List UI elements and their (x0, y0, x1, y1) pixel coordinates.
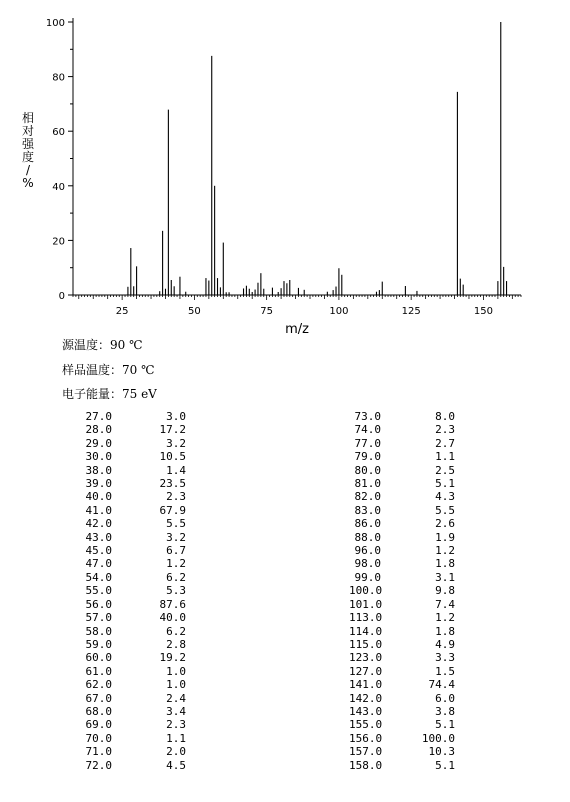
peak-row (80, 504, 186, 517)
peak-abundance: 23.5 (159, 477, 186, 491)
y-tick-label: 20 (52, 236, 65, 248)
peak-row (349, 759, 455, 772)
peak-row (80, 450, 186, 463)
y-axis-label-char: 度 (21, 150, 34, 164)
peak-mz: 39.0 (85, 477, 112, 491)
peak-mz: 74.0 (354, 423, 381, 437)
y-axis-label (20, 112, 36, 190)
peak-abundance: 2.7 (435, 436, 455, 450)
peak-row (349, 611, 455, 624)
peak-abundance: 3.3 (435, 651, 455, 665)
peak-mz: 113.0 (349, 611, 383, 625)
peak-abundance: 1.1 (435, 450, 455, 464)
peak-mz: 86.0 (354, 517, 381, 531)
y-axis-label-char: / (25, 163, 31, 177)
peak-mz: 100.0 (349, 584, 383, 598)
peak-row (349, 638, 455, 651)
peak-row (349, 584, 455, 597)
peak-row (349, 651, 455, 664)
y-tick-label: 60 (52, 127, 65, 139)
peak-row (80, 437, 186, 450)
peak-row (80, 517, 186, 530)
peak-abundance: 2.6 (435, 517, 455, 531)
peak-mz: 73.0 (354, 410, 381, 423)
peak-mz: 143.0 (349, 704, 383, 718)
peak-row (80, 544, 186, 557)
peak-row (349, 517, 455, 530)
x-tick-label: 75 (260, 306, 274, 317)
peak-row (80, 732, 186, 745)
peak-row (349, 732, 455, 745)
peak-abundance: 5.5 (166, 517, 186, 531)
peak-mz: 69.0 (85, 718, 112, 732)
peak-abundance: 17.2 (159, 423, 186, 437)
peak-abundance: 5.5 (435, 503, 455, 517)
peak-mz: 101.0 (349, 597, 383, 611)
peak-mz: 30.0 (85, 450, 112, 464)
peak-abundance: 5.1 (435, 718, 455, 732)
peak-mz: 81.0 (354, 477, 381, 491)
peak-abundance: 1.2 (166, 557, 186, 571)
peak-row (80, 598, 186, 611)
peak-abundance: 10.5 (159, 450, 186, 464)
peak-mz: 38.0 (85, 463, 112, 477)
peak-row (349, 665, 455, 678)
peak-mz: 83.0 (354, 503, 381, 517)
peak-abundance: 2.3 (166, 490, 186, 504)
peak-row (80, 611, 186, 624)
y-tick-label: 80 (52, 72, 65, 84)
peak-row (349, 598, 455, 611)
peak-row (349, 437, 455, 450)
peak-row (349, 410, 455, 423)
peak-abundance: 2.4 (166, 691, 186, 705)
electron-energy: 电子能量：75 eV (62, 387, 157, 401)
peak-abundance: 10.3 (428, 745, 455, 759)
peak-row (80, 638, 186, 651)
peak-mz: 42.0 (85, 517, 112, 531)
peak-abundance: 2.8 (166, 637, 186, 651)
peak-mz: 96.0 (354, 544, 381, 558)
peak-row (349, 423, 455, 436)
x-tick-label: 150 (473, 306, 493, 317)
peak-row (80, 759, 186, 772)
peak-row (80, 692, 186, 705)
peak-row (80, 745, 186, 758)
peak-mz: 28.0 (85, 423, 112, 437)
peak-abundance: 8.0 (435, 410, 455, 423)
peak-abundance: 4.9 (435, 637, 455, 651)
peak-row (80, 410, 186, 423)
peak-row (349, 477, 455, 490)
peak-row (80, 678, 186, 691)
peak-abundance: 5.1 (435, 758, 455, 772)
peak-row (349, 678, 455, 691)
peak-abundance: 1.4 (166, 463, 186, 477)
peak-mz: 142.0 (349, 691, 383, 705)
peak-mz: 54.0 (85, 570, 112, 584)
peak-row (80, 651, 186, 664)
peak-mz: 82.0 (354, 490, 381, 504)
peak-row (349, 625, 455, 638)
peak-row (80, 464, 186, 477)
peak-abundance: 1.1 (166, 731, 186, 745)
peak-abundance: 3.2 (166, 530, 186, 544)
peak-mz: 40.0 (85, 490, 112, 504)
x-tick-label: 100 (329, 306, 349, 317)
y-tick-label: 0 (58, 291, 65, 302)
peak-mz: 67.0 (85, 691, 112, 705)
peak-abundance: 4.3 (435, 490, 455, 504)
peak-row (349, 544, 455, 557)
peak-abundance: 100.0 (421, 731, 455, 745)
peak-table-right (349, 410, 455, 772)
y-tick-label: 40 (52, 181, 65, 193)
y-axis-label-char: 强 (21, 137, 34, 151)
peak-row (349, 531, 455, 544)
peak-abundance: 87.6 (159, 597, 186, 611)
peak-abundance: 2.5 (435, 463, 455, 477)
peak-table-left (80, 410, 186, 772)
peak-row (349, 504, 455, 517)
peak-abundance: 1.2 (435, 611, 455, 625)
y-axis-label-char: 对 (21, 124, 34, 138)
peak-abundance: 2.3 (166, 718, 186, 732)
peak-mz: 155.0 (349, 718, 383, 732)
peak-abundance: 6.0 (435, 691, 455, 705)
peak-abundance: 9.8 (435, 584, 455, 598)
peak-abundance: 3.0 (166, 410, 186, 423)
peak-mz: 141.0 (349, 678, 383, 692)
peak-row (80, 490, 186, 503)
peak-abundance: 1.0 (166, 678, 186, 692)
peak-abundance: 5.3 (166, 584, 186, 598)
peak-abundance: 40.0 (159, 611, 186, 625)
peak-abundance: 1.8 (435, 624, 455, 638)
peak-row (349, 464, 455, 477)
peak-abundance: 5.1 (435, 477, 455, 491)
peak-row (349, 557, 455, 570)
peak-abundance: 6.2 (166, 570, 186, 584)
peak-abundance: 1.9 (435, 530, 455, 544)
peak-abundance: 1.0 (166, 664, 186, 678)
peak-row (349, 490, 455, 503)
peak-mz: 68.0 (85, 704, 112, 718)
peak-abundance: 1.8 (435, 557, 455, 571)
peak-abundance: 74.4 (428, 678, 455, 692)
x-tick-label: 25 (115, 306, 129, 317)
source-temperature: 源温度：90 ℃ (62, 338, 143, 352)
x-axis-label: m/z (285, 322, 309, 337)
peak-row (349, 571, 455, 584)
peak-mz: 114.0 (349, 624, 383, 638)
peak-mz: 77.0 (354, 436, 381, 450)
peak-abundance: 3.8 (435, 704, 455, 718)
peak-mz: 45.0 (85, 544, 112, 558)
peak-mz: 99.0 (354, 570, 381, 584)
peak-mz: 71.0 (85, 745, 112, 759)
peak-abundance: 6.7 (166, 544, 186, 558)
peak-row (80, 571, 186, 584)
sample-temperature: 样品温度：70 ℃ (62, 363, 155, 377)
peak-mz: 62.0 (85, 678, 112, 692)
peak-mz: 79.0 (354, 450, 381, 464)
peak-mz: 55.0 (85, 584, 112, 598)
peak-mz: 115.0 (349, 637, 383, 651)
y-axis-label-char: % (22, 176, 34, 190)
peak-mz: 29.0 (85, 436, 112, 450)
plot-bars (128, 22, 507, 295)
peak-row (80, 718, 186, 731)
peak-mz: 58.0 (85, 624, 112, 638)
peak-mz: 98.0 (354, 557, 381, 571)
peak-row (80, 477, 186, 490)
peak-mz: 80.0 (354, 463, 381, 477)
peak-mz: 27.0 (85, 410, 112, 423)
peak-mz: 127.0 (349, 664, 383, 678)
y-tick-label: 100 (45, 18, 65, 29)
peak-abundance: 1.2 (435, 544, 455, 558)
peak-abundance: 6.2 (166, 624, 186, 638)
peak-mz: 59.0 (85, 637, 112, 651)
peak-row (80, 531, 186, 544)
peak-mz: 57.0 (85, 611, 112, 625)
peak-mz: 60.0 (85, 651, 112, 665)
peak-mz: 61.0 (85, 664, 112, 678)
peak-abundance: 3.1 (435, 570, 455, 584)
peak-abundance: 67.9 (159, 503, 186, 517)
y-axis-label-char: 相 (21, 111, 34, 125)
peak-mz: 158.0 (349, 758, 383, 772)
peak-row (349, 450, 455, 463)
peak-mz: 157.0 (349, 745, 383, 759)
plot-axes (46, 18, 521, 317)
peak-mz: 72.0 (85, 758, 112, 772)
peak-row (80, 625, 186, 638)
peak-row (349, 745, 455, 758)
peak-abundance: 1.5 (435, 664, 455, 678)
peak-mz: 41.0 (85, 503, 112, 517)
peak-mz: 56.0 (85, 597, 112, 611)
mass-spectrum-chart (0, 0, 570, 340)
x-tick-label: 125 (401, 306, 421, 317)
peak-row (349, 705, 455, 718)
peak-row (80, 705, 186, 718)
peak-abundance: 19.2 (159, 651, 186, 665)
peak-row (80, 423, 186, 436)
peak-row (80, 665, 186, 678)
peak-mz: 43.0 (85, 530, 112, 544)
peak-row (349, 692, 455, 705)
peak-abundance: 2.0 (166, 745, 186, 759)
peak-abundance: 3.4 (166, 704, 186, 718)
peak-row (80, 584, 186, 597)
peak-row (80, 557, 186, 570)
peak-abundance: 3.2 (166, 436, 186, 450)
peak-row (349, 718, 455, 731)
peak-mz: 47.0 (85, 557, 112, 571)
peak-mz: 70.0 (85, 731, 112, 745)
peak-abundance: 4.5 (166, 758, 186, 772)
peak-abundance: 7.4 (435, 597, 455, 611)
peak-mz: 88.0 (354, 530, 381, 544)
peak-mz: 156.0 (349, 731, 383, 745)
peak-abundance: 2.3 (435, 423, 455, 437)
peak-mz: 123.0 (349, 651, 383, 665)
x-tick-label: 50 (188, 306, 201, 317)
